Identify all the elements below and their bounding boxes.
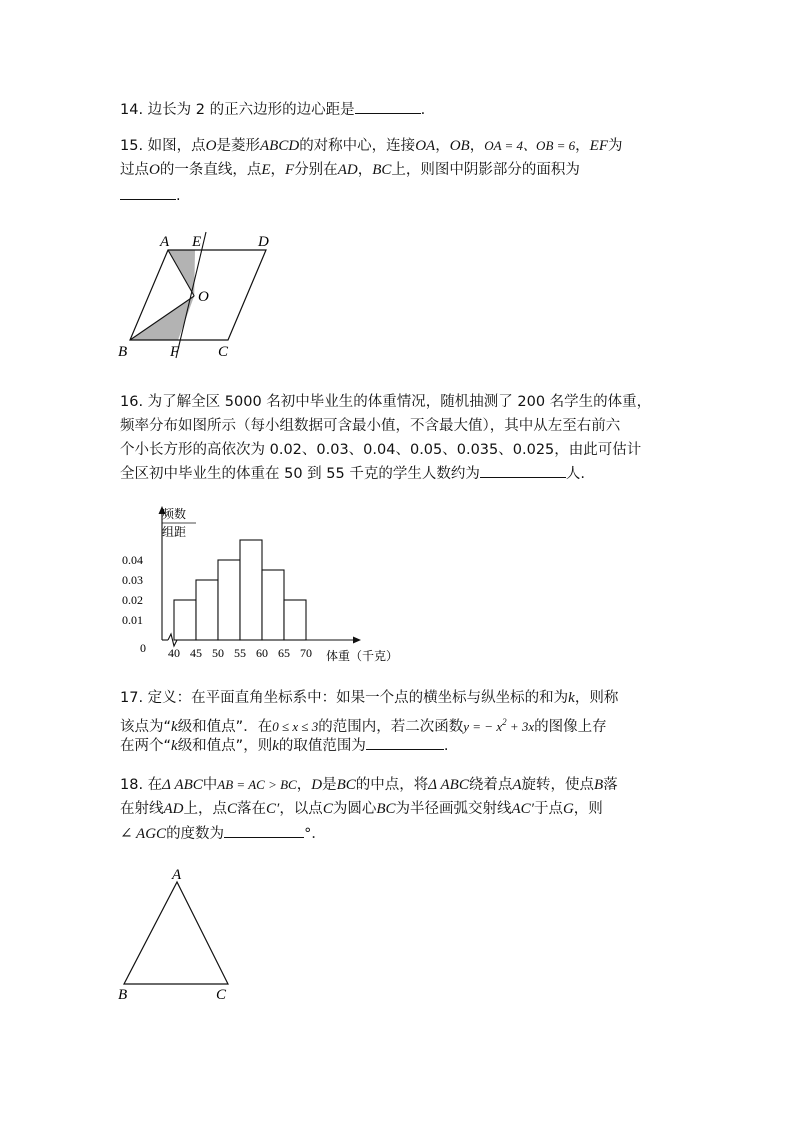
origin-label: 0 — [140, 641, 146, 655]
y-label-top: 频数 — [162, 507, 187, 521]
q17-answer-blank[interactable] — [366, 735, 444, 750]
q15-answer-blank[interactable] — [120, 185, 176, 200]
label-c: C — [218, 344, 229, 360]
q18-line-3 — [120, 822, 326, 846]
q15-text: 过点 — [120, 162, 149, 178]
x-tick-label: 65 — [278, 646, 290, 660]
y-tick-label: 0.03 — [122, 573, 143, 587]
q14-number: 14. — [120, 102, 144, 118]
q18-math: AB = AC > BC — [217, 777, 297, 792]
q18-math: D — [311, 777, 323, 793]
q15-math: OA — [415, 138, 436, 154]
histogram-bar-55-60 — [240, 540, 262, 640]
q18-text: 为半径画弧交射线 — [395, 801, 512, 817]
q18-line-1 — [120, 773, 618, 797]
q18-math: G — [562, 801, 574, 817]
q16-line-4 — [120, 462, 585, 486]
q14-answer-blank[interactable] — [355, 99, 421, 114]
histogram-x-ticks — [168, 646, 312, 660]
q17-math: k — [171, 738, 178, 754]
q18-answer-blank[interactable] — [224, 823, 304, 838]
label-f: F — [170, 344, 180, 360]
q18-math: B — [594, 777, 604, 793]
q15-line-3 — [120, 184, 181, 208]
histogram-bar-65-70 — [284, 600, 306, 640]
q15-number: 15. — [120, 138, 144, 154]
q18-text: 的度数为 — [166, 826, 225, 842]
q15-text: ， — [357, 162, 373, 178]
label-a: A — [172, 867, 182, 883]
x-tick-label: 40 — [168, 646, 180, 660]
q18-text: 在射线 — [120, 801, 164, 817]
q15-text: 上，则图中阴影部分的面积为 — [391, 162, 580, 178]
q15-math: OA = 4、OB = 6 — [484, 138, 576, 153]
q17-math: k — [568, 690, 575, 706]
q15-text: 是菱形 — [216, 138, 261, 154]
x-tick-label: 50 — [212, 646, 224, 660]
q15-math: F — [285, 162, 295, 178]
q18-text: 落 — [603, 777, 618, 793]
q18-math: A — [512, 777, 522, 793]
q17-text: 定义：在平面直角坐标系中：如果一个点的横坐标与纵坐标的和为 — [147, 690, 569, 706]
q17-number: 17. — [120, 690, 144, 706]
q18-text: 绕着点 — [468, 777, 513, 793]
q18-text: 中 — [202, 777, 218, 793]
q18-math: Δ ABC — [162, 777, 203, 793]
rhombus-figure — [110, 226, 280, 366]
q18-math: BC — [336, 777, 356, 793]
q18-math: C′ — [266, 801, 280, 817]
q16-answer-blank[interactable] — [480, 463, 566, 478]
q16-line-1 — [120, 390, 651, 414]
q15-tail: . — [176, 188, 181, 204]
triangle-figure — [110, 862, 250, 1007]
label-a: A — [160, 234, 170, 250]
y-tick-label: 0.01 — [122, 613, 143, 627]
q16-line-3 — [120, 438, 641, 462]
q16-text: 个小长方形的高依次为 0.02、0.03、0.04、0.05、0.035、0.025，由此可估计 — [120, 442, 642, 458]
q18-math: Δ ABC — [428, 777, 469, 793]
q15-math: ABCD — [260, 138, 300, 154]
q14-line — [120, 98, 425, 122]
weight-histogram — [110, 500, 420, 670]
q18-math: AC′ — [511, 801, 534, 817]
q16-tail: 人. — [565, 466, 585, 482]
q18-text: ，以点 — [279, 801, 323, 817]
x-tick-label: 60 — [256, 646, 268, 660]
label-c: C — [216, 987, 227, 1003]
q17-tail: . — [443, 738, 449, 754]
q15-text: ， — [435, 138, 450, 154]
q18-text: 于点 — [533, 801, 563, 817]
q17-text: 在两个“ — [120, 738, 172, 754]
q18-text: 的中点，将 — [355, 777, 429, 793]
q15-math: O — [149, 162, 160, 178]
label-o: O — [198, 289, 209, 305]
q17-math: 0 ≤ x ≤ 3 — [272, 718, 319, 734]
q16-number: 16. — [120, 394, 144, 410]
q15-math: O — [205, 138, 217, 154]
y-tick-label: 0.02 — [122, 593, 143, 607]
q18-math: AD — [163, 801, 184, 817]
q15-text: 为 — [607, 138, 623, 154]
q15-text: ， — [270, 162, 286, 178]
histogram-bars — [174, 540, 306, 640]
q15-math: EF — [589, 138, 608, 154]
q15-text: ， — [469, 138, 485, 154]
q18-math: C — [322, 801, 333, 817]
histogram-bar-45-50 — [196, 580, 218, 640]
label-b: B — [118, 344, 128, 360]
q16-text: 频率分布如图所示（每小组数据可含最小值，不含最大值），其中从左至右前六 — [120, 418, 621, 434]
q18-math: C — [227, 801, 238, 817]
q14-text: 边长为 2 的正六边形的边心距是 — [147, 102, 355, 118]
x-label: 体重（千克） — [326, 649, 399, 663]
histogram-bar-60-65 — [262, 570, 284, 640]
histogram-bar-40-45 — [174, 600, 196, 640]
q17-line-1 — [120, 686, 618, 710]
q14-tail: . — [420, 102, 426, 118]
histogram-y-ticks — [122, 553, 143, 627]
q18-text: 为圆心 — [332, 801, 377, 817]
q16-text: 全区初中毕业生的体重在 50 到 55 千克的学生人数约为 — [120, 466, 480, 482]
q15-text: 分别在 — [294, 162, 338, 178]
x-tick-label: 70 — [300, 646, 312, 660]
q17-math: k — [171, 718, 178, 735]
q15-math: E — [261, 162, 271, 178]
q17-text: 的图像上存 — [534, 718, 607, 735]
x-axis-arrow — [353, 637, 361, 644]
q17-text: 级和值点”，则 — [177, 738, 273, 754]
q18-text: ， — [296, 777, 312, 793]
q15-text: 的对称中心，连接 — [299, 138, 416, 154]
q18-text: 上，点 — [183, 801, 227, 817]
q18-text: 落在 — [237, 801, 267, 817]
q17-math: + 3x — [506, 718, 535, 734]
q17-math: y = − x — [463, 718, 503, 734]
q15-line-2 — [120, 158, 580, 182]
q15-line-1 — [120, 134, 622, 158]
q15-text: 如图，点 — [147, 138, 206, 154]
q18-text: 在 — [147, 777, 163, 793]
q18-text: 旋转，使点 — [521, 777, 595, 793]
label-d: D — [258, 234, 269, 250]
q17-text: 的范围内，若二次函数 — [318, 718, 464, 735]
q15-text: ， — [575, 138, 590, 154]
q15-math: AD — [337, 162, 358, 178]
q18-math: ∠ AGC — [120, 826, 167, 842]
q15-math: BC — [372, 162, 392, 178]
q17-text: 该点为“ — [120, 718, 172, 735]
q16-text: 为了解全区 5000 名初中毕业生的体重情况，随机抽测了 200 名学生的体重， — [147, 394, 652, 410]
q18-text: ，则 — [573, 801, 603, 817]
q15-text: 的一条直线，点 — [159, 162, 262, 178]
label-e: E — [192, 234, 202, 250]
q16-line-2 — [120, 414, 620, 438]
label-b: B — [118, 987, 128, 1003]
x-tick-label: 55 — [234, 646, 246, 660]
q18-text: 是 — [322, 777, 337, 793]
q17-text: 的取值范围为 — [278, 738, 366, 754]
q18-math: BC — [376, 801, 396, 817]
q17-text: 级和值点”．在 — [177, 718, 273, 735]
q15-math: OB — [449, 138, 470, 154]
q18-tail: °． — [304, 826, 326, 842]
q17-line-3 — [120, 734, 448, 758]
histogram-bar-50-55 — [218, 560, 240, 640]
x-tick-label: 45 — [190, 646, 202, 660]
q17-text: ，则称 — [574, 690, 619, 706]
y-label-bottom: 组距 — [162, 525, 187, 539]
q17-math: k — [272, 738, 279, 754]
q18-line-2 — [120, 797, 603, 821]
q18-number: 18. — [120, 777, 144, 793]
y-tick-label: 0.04 — [122, 553, 143, 567]
triangle-abc — [124, 882, 228, 984]
q17-math-sup: 2 — [502, 717, 507, 727]
